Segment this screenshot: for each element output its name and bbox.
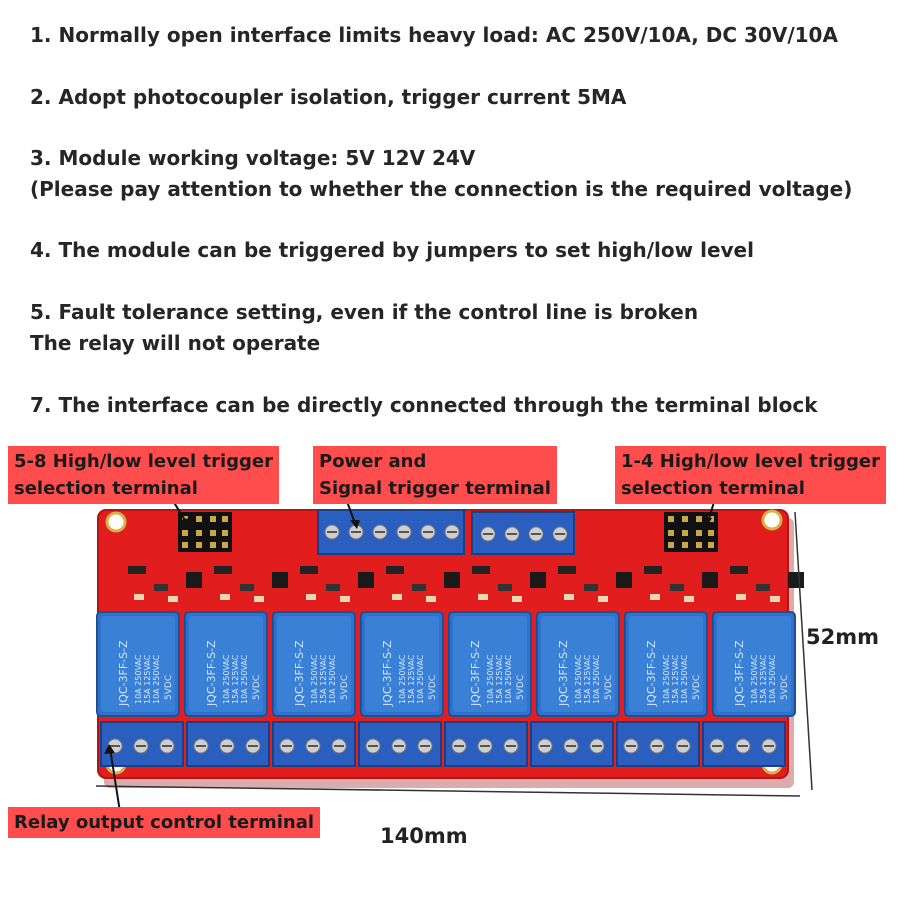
relay-model-label: JQC-3FF-S-Z [645, 640, 658, 706]
callout-line: 1-4 High/low level trigger [621, 451, 880, 472]
relay-output-terminal [101, 722, 183, 766]
smd-component [240, 584, 254, 591]
relay-rating-label: 10A 250VAC [222, 654, 231, 704]
smd-component [730, 566, 748, 574]
smd-component [598, 596, 608, 602]
relay-rating-label: 10A 250VAC [574, 654, 583, 704]
relay-rating-label: 15A 125VAC [407, 654, 416, 704]
relay [713, 612, 795, 716]
relay-rating-label: 15A 125VAC [319, 654, 328, 704]
smd-component [472, 566, 490, 574]
relay-rating-label: 10A 250VAC [504, 654, 513, 704]
optocoupler [788, 572, 804, 588]
relay-rating-label: 10A 250VAC [768, 654, 777, 704]
relay [449, 612, 531, 716]
optocoupler [616, 572, 632, 588]
smd-component [644, 566, 662, 574]
callout-line: selection terminal [14, 478, 198, 499]
mounting-hole [763, 511, 781, 529]
relay-model-label: JQC-3FF-S-Z [557, 640, 570, 706]
relay-rating-label: 10A 250VAC [750, 654, 759, 704]
relay-rating-label: 15A 125VAC [671, 654, 680, 704]
optocoupler [358, 572, 374, 588]
relay-output-terminal [187, 722, 269, 766]
smd-component [154, 584, 168, 591]
relay-output-terminal [445, 722, 527, 766]
optocoupler [530, 572, 546, 588]
relay-rating-label: 15A 125VAC [143, 654, 152, 704]
relay-coil-label: 5VDC [428, 674, 438, 700]
callout-power-signal [313, 446, 557, 504]
optocoupler [186, 572, 202, 588]
feature-3: 3. Module working voltage: 5V 12V 24V [30, 146, 476, 170]
relay-output-terminal [531, 722, 613, 766]
relay-model-label: JQC-3FF-S-Z [733, 640, 746, 706]
smd-component [254, 596, 264, 602]
callout-line: selection terminal [621, 478, 805, 499]
feature-3-note: (Please pay attention to whether the connection is the required voltage) [30, 177, 853, 201]
callout-relay-output [8, 807, 320, 838]
smd-component [134, 594, 144, 600]
relay-rating-label: 10A 250VAC [310, 654, 319, 704]
smd-component [326, 584, 340, 591]
relay-model-label: JQC-3FF-S-Z [293, 640, 306, 706]
relay-coil-label: 5VDC [604, 674, 614, 700]
smd-component [650, 594, 660, 600]
relay-output-terminal [703, 722, 785, 766]
optocoupler [444, 572, 460, 588]
relay-rating-label: 15A 125VAC [583, 654, 592, 704]
relay [537, 612, 619, 716]
height-dimension-line [795, 512, 812, 790]
relay-rating-label: 15A 125VAC [759, 654, 768, 704]
relay-rating-label: 10A 250VAC [416, 654, 425, 704]
relay [97, 612, 179, 716]
feature-7: 7. The interface can be directly connected through the terminal block [30, 393, 818, 417]
relay-rating-label: 10A 250VAC [240, 654, 249, 704]
smd-component [220, 594, 230, 600]
jumper-header-left [178, 512, 232, 552]
terminal-block-signal [318, 510, 464, 554]
smd-component [168, 596, 178, 602]
smd-component [478, 594, 488, 600]
relay-rating-label: 10A 250VAC [662, 654, 671, 704]
relay-model-label: JQC-3FF-S-Z [469, 640, 482, 706]
smd-component [498, 584, 512, 591]
relay-rating-label: 10A 250VAC [680, 654, 689, 704]
smd-component [756, 584, 770, 591]
callout-line: Power and [319, 451, 427, 472]
relay-output-terminal [359, 722, 441, 766]
relay-coil-label: 5VDC [780, 674, 790, 700]
relay-rating-label: 15A 125VAC [231, 654, 240, 704]
relay-rating-label: 10A 250VAC [486, 654, 495, 704]
callout-line: 5-8 High/low level trigger [14, 451, 273, 472]
relay [273, 612, 355, 716]
relay-coil-label: 5VDC [164, 674, 174, 700]
feature-4: 4. The module can be triggered by jumpers to set high/low level [30, 238, 754, 262]
smd-component [392, 594, 402, 600]
smd-component [306, 594, 316, 600]
optocoupler [702, 572, 718, 588]
smd-component [128, 566, 146, 574]
feature-5-note: The relay will not operate [30, 331, 321, 355]
relay-coil-label: 5VDC [340, 674, 350, 700]
callout-left-jumper [8, 446, 279, 504]
smd-component [684, 596, 694, 602]
feature-1: 1. Normally open interface limits heavy load: AC 250V/10A, DC 30V/10A [30, 23, 838, 47]
callout-line: Signal trigger terminal [319, 478, 551, 499]
height-dimension-label: 52mm [806, 625, 879, 649]
relay [361, 612, 443, 716]
relay [185, 612, 267, 716]
relay-rating-label: 15A 125VAC [495, 654, 504, 704]
smd-component [300, 566, 318, 574]
smd-component [412, 584, 426, 591]
relay-rating-label: 10A 250VAC [328, 654, 337, 704]
relay-rating-label: 10A 250VAC [134, 654, 143, 704]
smd-component [340, 596, 350, 602]
relay-coil-label: 5VDC [252, 674, 262, 700]
relay [625, 612, 707, 716]
relay-rating-label: 10A 250VAC [152, 654, 161, 704]
smd-component [214, 566, 232, 574]
smd-component [770, 596, 780, 602]
smd-component [558, 566, 576, 574]
feature-5: 5. Fault tolerance setting, even if the control line is broken [30, 300, 699, 324]
callout-line: Relay output control terminal [14, 812, 315, 833]
relay-output-terminal [273, 722, 355, 766]
smd-component [512, 596, 522, 602]
smd-component [584, 584, 598, 591]
relay-model-label: JQC-3FF-S-Z [117, 640, 130, 706]
callout-right-jumper [615, 446, 886, 504]
width-dimension-label: 140mm [380, 824, 468, 848]
smd-component [564, 594, 574, 600]
smd-component [386, 566, 404, 574]
feature-2: 2. Adopt photocoupler isolation, trigger current 5MA [30, 85, 627, 109]
relay-rating-label: 10A 250VAC [398, 654, 407, 704]
smd-component [736, 594, 746, 600]
relay-coil-label: 5VDC [516, 674, 526, 700]
relay-rating-label: 10A 250VAC [592, 654, 601, 704]
relay-coil-label: 5VDC [692, 674, 702, 700]
relay-model-label: JQC-3FF-S-Z [205, 640, 218, 706]
smd-component [426, 596, 436, 602]
relay-output-terminal [617, 722, 699, 766]
mounting-hole [107, 513, 125, 531]
optocoupler [272, 572, 288, 588]
relay-model-label: JQC-3FF-S-Z [381, 640, 394, 706]
smd-component [670, 584, 684, 591]
